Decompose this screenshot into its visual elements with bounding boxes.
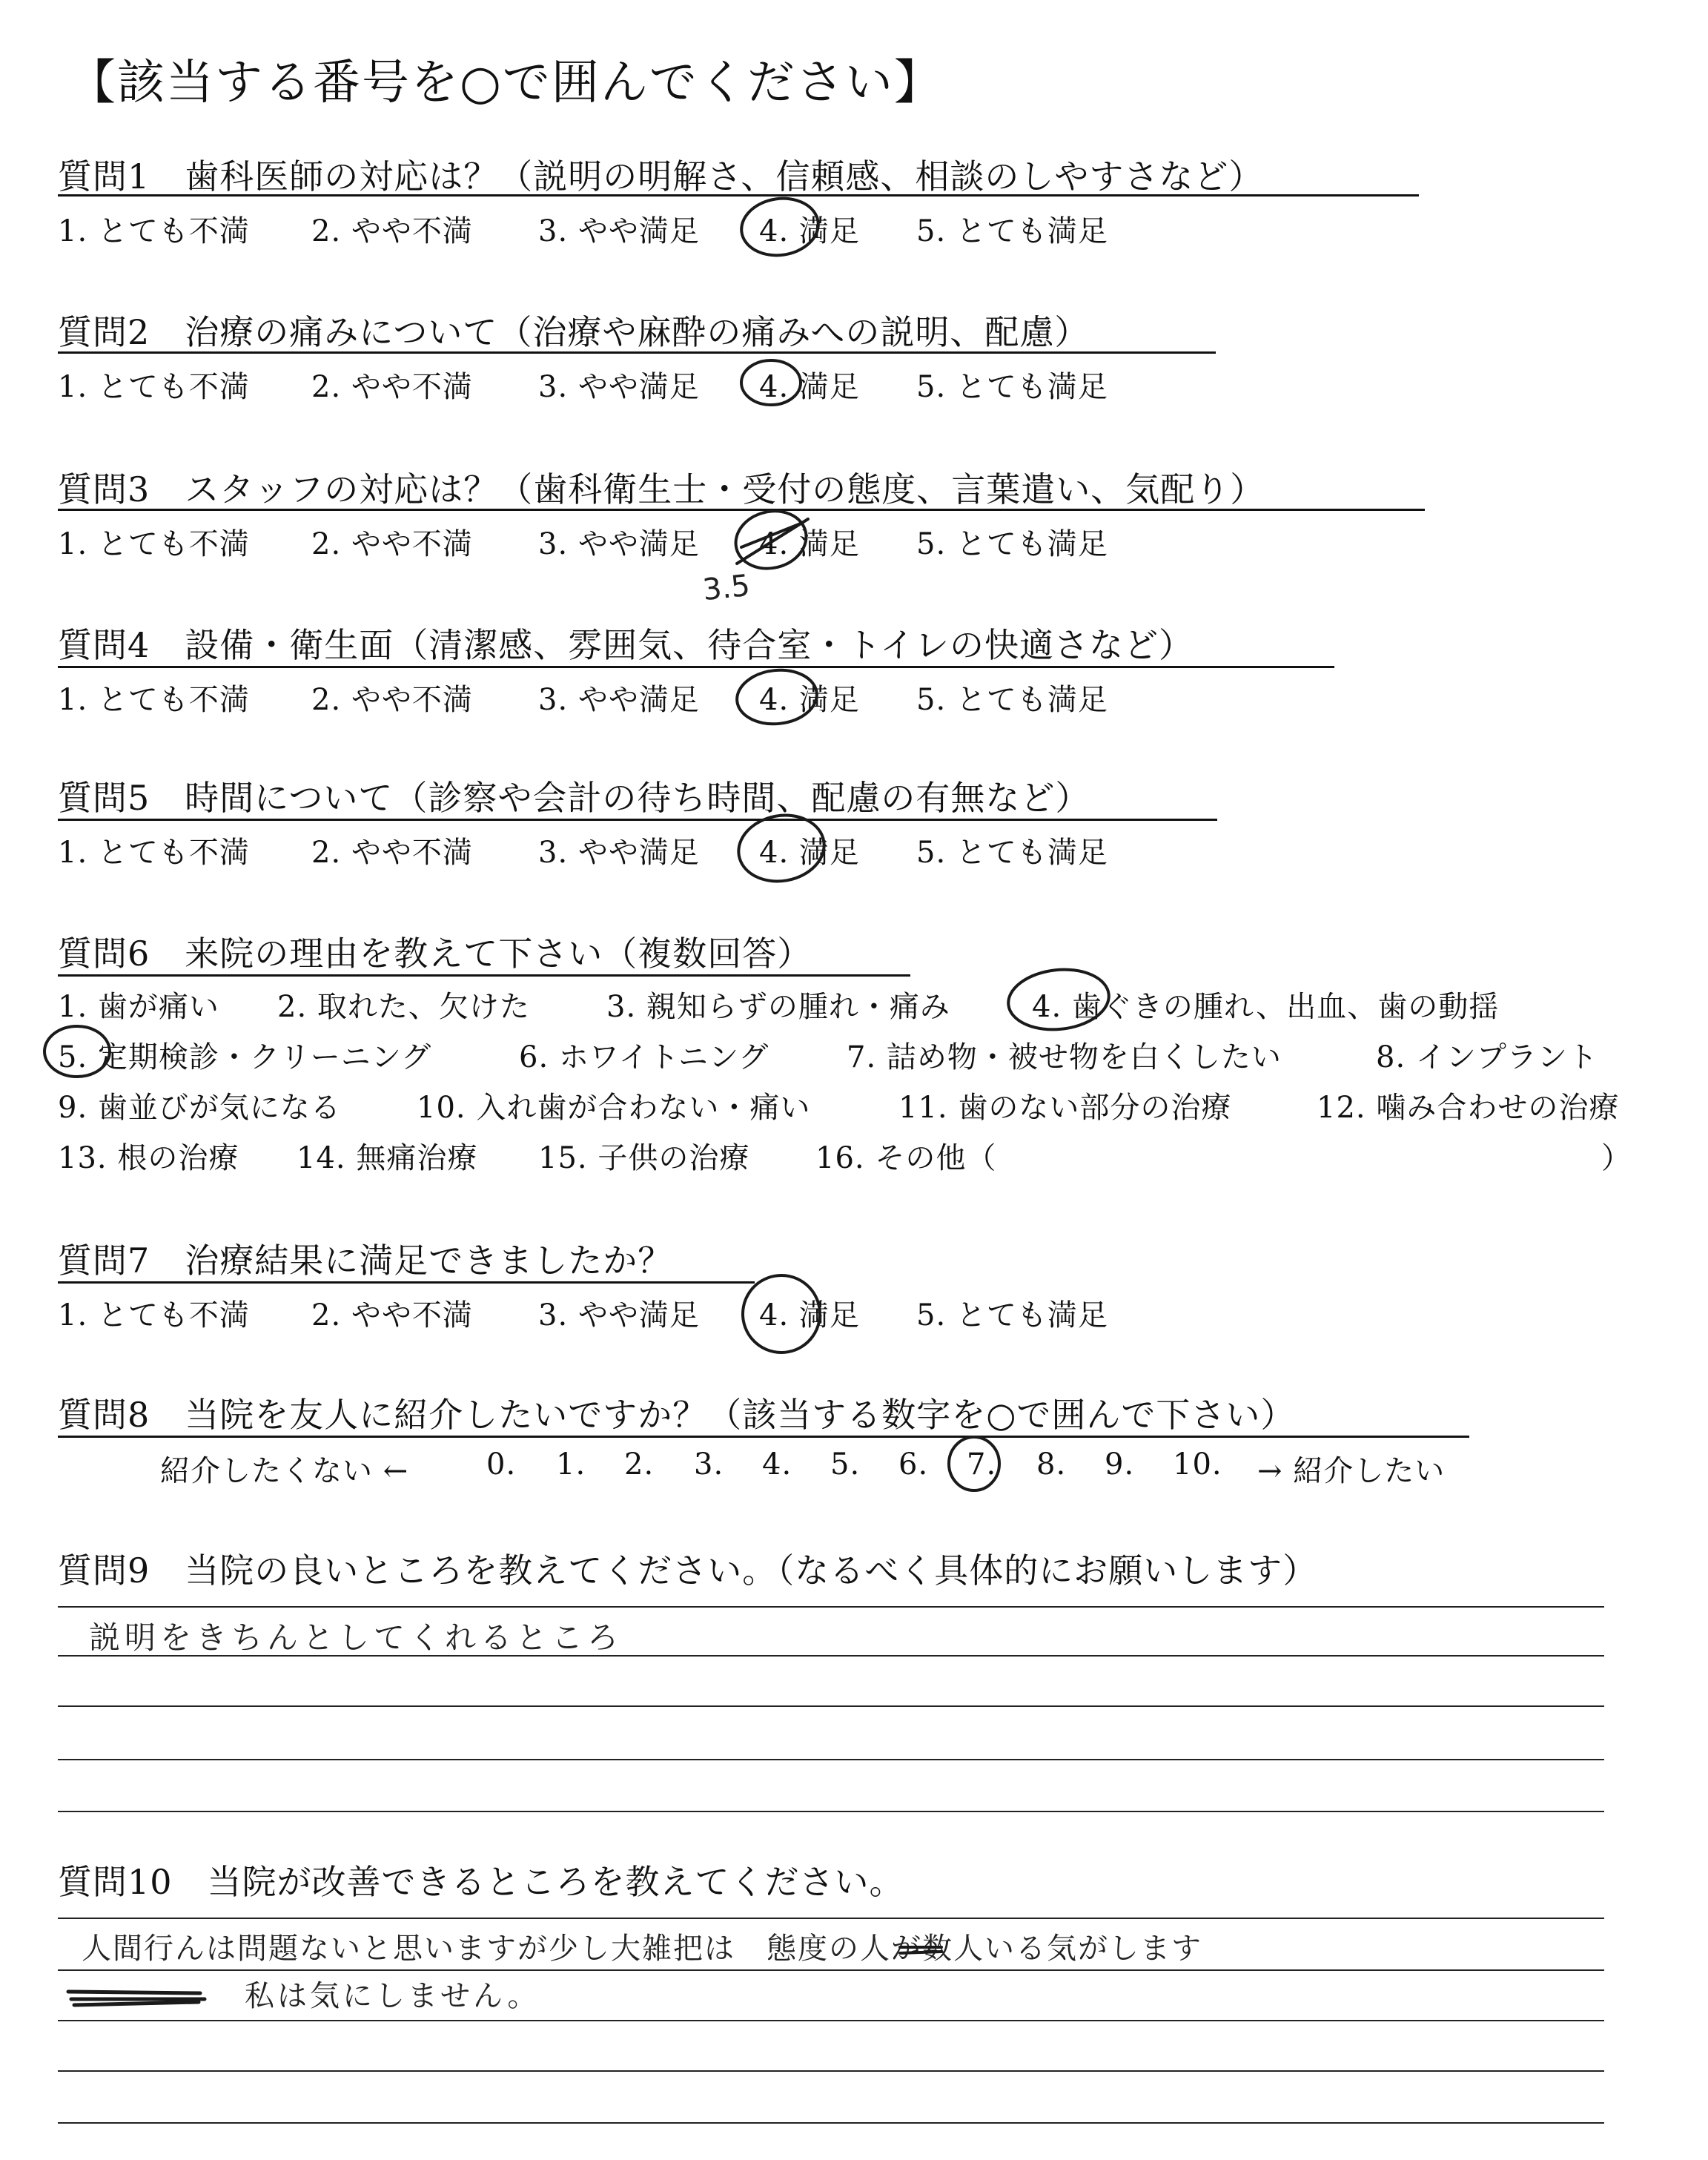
q9-answer[interactable]: 説明をきちんとしてくれるところ bbox=[89, 1619, 623, 1656]
question-2-title: 質問2 治療の痛みについて（治療や麻酔の痛みへの説明、配慮） bbox=[58, 312, 1090, 352]
q3-option-1[interactable]: 1. とても不満 bbox=[58, 527, 250, 561]
q3-option-2[interactable]: 2. やや不満 bbox=[311, 527, 473, 561]
q4-option-3[interactable]: 3. やや満足 bbox=[538, 683, 700, 717]
q5-option-2[interactable]: 2. やや不満 bbox=[311, 836, 473, 870]
q9-write-line-3 bbox=[58, 1705, 1604, 1707]
question-8-title: 質問8 当院を友人に紹介したいですか？（該当する数字を○で囲んで下さい） bbox=[58, 1395, 1296, 1435]
question-1-title: 質問1 歯科医師の対応は？（説明の明解さ、信頼感、相談のしやすさなど） bbox=[58, 156, 1264, 196]
q4-option-2[interactable]: 2. やや不満 bbox=[311, 683, 473, 717]
question-6-underline bbox=[58, 974, 910, 977]
q5-option-3[interactable]: 3. やや満足 bbox=[538, 836, 700, 870]
q2-option-3[interactable]: 3. やや満足 bbox=[538, 370, 700, 404]
q6-option-7[interactable]: 7. 詰め物・被せ物を白くしたい bbox=[847, 1040, 1282, 1074]
q6-option-15[interactable]: 15. 子供の治療 bbox=[538, 1141, 750, 1175]
q1-option-2[interactable]: 2. やや不満 bbox=[311, 214, 473, 248]
q8-option-6[interactable]: 6. bbox=[898, 1447, 929, 1482]
q3-option-5[interactable]: 5. とても満足 bbox=[916, 527, 1108, 561]
q5-option-1[interactable]: 1. とても不満 bbox=[58, 836, 250, 870]
q6-option-16[interactable]: 16. その他（ bbox=[815, 1141, 997, 1175]
question-5-title: 質問5 時間について（診察や会計の待ち時間、配慮の有無など） bbox=[58, 778, 1090, 818]
q8-option-9[interactable]: 9. bbox=[1105, 1447, 1135, 1482]
q7-option-3[interactable]: 3. やや満足 bbox=[538, 1298, 700, 1332]
q8-option-0[interactable]: 0. bbox=[486, 1447, 517, 1482]
q7-option-4[interactable]: 4. 満足 bbox=[759, 1298, 860, 1332]
q6-option-6[interactable]: 6. ホワイトニング bbox=[519, 1040, 769, 1074]
question-7-title: 質問7 治療結果に満足できましたか？ bbox=[58, 1241, 673, 1281]
q8-option-5[interactable]: 5. bbox=[830, 1447, 861, 1482]
q10-write-line-2 bbox=[58, 1969, 1604, 1971]
q1-option-3[interactable]: 3. やや満足 bbox=[538, 214, 700, 248]
question-9-title: 質問9 当院の良いところを教えてください。（なるべく具体的にお願いします） bbox=[58, 1550, 1318, 1591]
q1-option-1[interactable]: 1. とても不満 bbox=[58, 214, 250, 248]
q8-option-3[interactable]: 3. bbox=[694, 1447, 724, 1482]
q10-write-line-4 bbox=[58, 2070, 1604, 2072]
q8-right-label: → 紹介したい bbox=[1257, 1454, 1446, 1488]
q10-write-line-3 bbox=[58, 2020, 1604, 2021]
q2-option-2[interactable]: 2. やや不満 bbox=[311, 370, 473, 404]
q6-option-16-close: ） bbox=[1601, 1141, 1632, 1175]
q9-write-line-1 bbox=[58, 1606, 1604, 1608]
q8-option-8[interactable]: 8. bbox=[1036, 1447, 1067, 1482]
q6-option-5[interactable]: 5. 定期検診・クリーニング bbox=[58, 1040, 432, 1074]
q10-answer-line-2[interactable]: 私は気にしません。 bbox=[245, 1979, 540, 2013]
q6-option-14[interactable]: 14. 無痛治療 bbox=[297, 1141, 478, 1175]
q7-option-1[interactable]: 1. とても不満 bbox=[58, 1298, 250, 1332]
question-7-underline bbox=[58, 1281, 755, 1284]
q9-write-line-4 bbox=[58, 1759, 1604, 1760]
q9-write-line-5 bbox=[58, 1811, 1604, 1812]
q10-write-line-1 bbox=[58, 1918, 1604, 1919]
q7-option-2[interactable]: 2. やや不満 bbox=[311, 1298, 473, 1332]
q6-option-3[interactable]: 3. 親知らずの腫れ・痛み bbox=[606, 990, 950, 1024]
page-title: 【該当する番号を○で囲んでください】 bbox=[68, 56, 943, 110]
question-1-underline bbox=[58, 194, 1419, 196]
question-10-title: 質問10 当院が改善できるところを教えてください。 bbox=[58, 1862, 904, 1902]
question-8-underline bbox=[58, 1436, 1469, 1438]
question-6-title: 質問6 来院の理由を教えて下さい（複数回答） bbox=[58, 934, 812, 974]
question-4-title: 質問4 設備・衛生面（清潔感、雰囲気、待合室・トイレの快適さなど） bbox=[58, 625, 1194, 665]
q6-option-13[interactable]: 13. 根の治療 bbox=[58, 1141, 239, 1175]
q6-option-10[interactable]: 10. 入れ歯が合わない・痛い bbox=[417, 1091, 811, 1125]
q7-option-5[interactable]: 5. とても満足 bbox=[916, 1298, 1108, 1332]
q8-option-1[interactable]: 1. bbox=[556, 1447, 586, 1482]
question-3-underline bbox=[58, 509, 1425, 511]
q6-option-9[interactable]: 9. 歯並びが気になる bbox=[58, 1091, 341, 1125]
q1-option-5[interactable]: 5. とても満足 bbox=[916, 214, 1108, 248]
q10-answer-line-1[interactable]: 人間行んは問題ないと思いますが少し大雑把は 態度の人が数人いる気がします bbox=[82, 1932, 1202, 1966]
q3-handwritten-note: 3.5 bbox=[701, 568, 752, 608]
question-3-title: 質問3 スタッフの対応は？（歯科衛生士・受付の態度、言葉遣い、気配り） bbox=[58, 469, 1265, 509]
q3-option-3[interactable]: 3. やや満足 bbox=[538, 527, 700, 561]
q8-option-10[interactable]: 10. bbox=[1173, 1447, 1222, 1482]
q1-option-4[interactable]: 4. 満足 bbox=[759, 214, 860, 248]
q4-option-1[interactable]: 1. とても不満 bbox=[58, 683, 250, 717]
question-5-underline bbox=[58, 819, 1217, 821]
q6-option-4[interactable]: 4. 歯ぐきの腫れ、出血、歯の動揺 bbox=[1032, 990, 1500, 1024]
q5-option-5[interactable]: 5. とても満足 bbox=[916, 836, 1108, 870]
q10-strike-2 bbox=[68, 1992, 205, 2005]
q3-option-4[interactable]: 4. 満足 bbox=[759, 527, 860, 561]
q2-option-5[interactable]: 5. とても満足 bbox=[916, 370, 1108, 404]
q8-option-7[interactable]: 7. bbox=[967, 1447, 997, 1482]
question-4-underline bbox=[58, 666, 1334, 668]
q5-option-4[interactable]: 4. 満足 bbox=[759, 836, 860, 870]
q2-option-1[interactable]: 1. とても不満 bbox=[58, 370, 250, 404]
q10-write-line-5 bbox=[58, 2122, 1604, 2124]
q6-option-8[interactable]: 8. インプラント bbox=[1376, 1040, 1598, 1074]
q6-option-11[interactable]: 11. 歯のない部分の治療 bbox=[898, 1091, 1232, 1125]
q8-option-4[interactable]: 4. bbox=[762, 1447, 792, 1482]
q4-option-4[interactable]: 4. 満足 bbox=[759, 683, 860, 717]
q4-option-5[interactable]: 5. とても満足 bbox=[916, 683, 1108, 717]
q6-option-1[interactable]: 1. 歯が痛い bbox=[58, 990, 219, 1024]
q6-option-12[interactable]: 12. 噛み合わせの治療 bbox=[1317, 1091, 1620, 1125]
q8-option-2[interactable]: 2. bbox=[624, 1447, 655, 1482]
q2-option-4[interactable]: 4. 満足 bbox=[759, 370, 860, 404]
question-2-underline bbox=[58, 351, 1216, 354]
q6-option-2[interactable]: 2. 取れた、欠けた bbox=[277, 990, 530, 1024]
q8-left-label: 紹介したくない ← bbox=[160, 1454, 409, 1488]
